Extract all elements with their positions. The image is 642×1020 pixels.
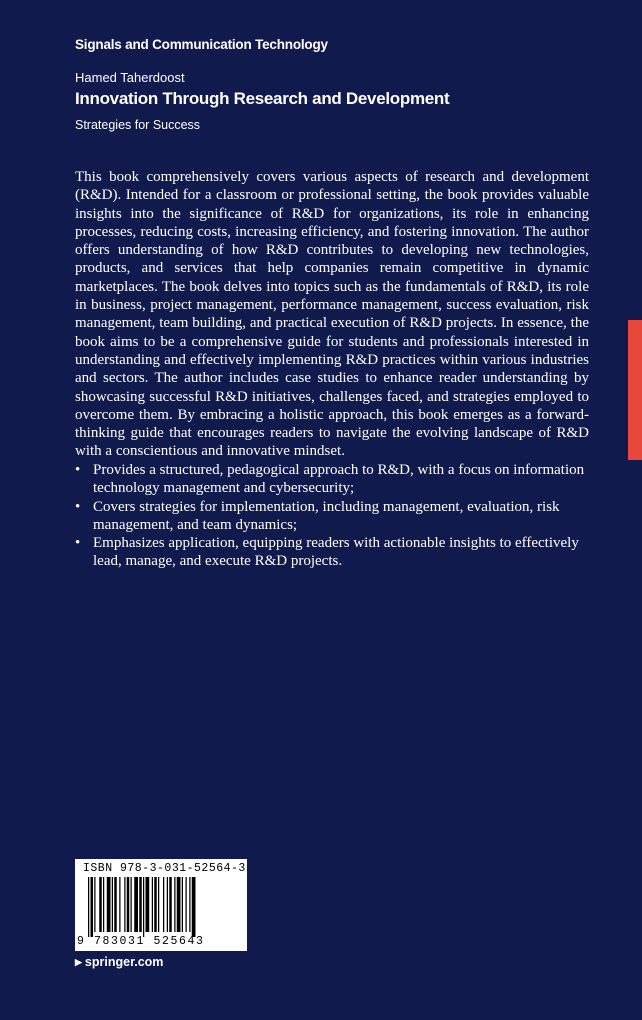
barcode-bar (154, 877, 157, 932)
description-text: This book comprehensively covers various aspects of research and development (R&D). Intended for a classroom or professional setting, the book provides valuable insights into the significance of R&D for organizations, its role in enhancing processes, reducing costs, increasing efficiency, and fostering innovation. The author offers understanding of how R&D contributes to developing new technologies, products, and services that help companies remain competitive in dynamic marketplaces. The book delves into topics such as the fundamentals of R&D, its role in business, project management, performance management, success evaluation, risk management, team building, and practical execution of R&D projects. In essence, the book aims to be a comprehensive guide for students and professionals interested in understanding and effectively implementing R&D practices within various industries and sectors. The author includes case studies to enhance reader understanding by showcasing successful R&D initiatives, challenges faced, and strategies employed to overcome them. By embracing a holistic approach, this book emerges as a forward-thinking guide that encourages readers to navigate the evolving landscape of R&D with a conscientious and innovative mindset. (75, 169, 589, 460)
barcode-bars (88, 877, 238, 937)
barcode-bar (158, 877, 159, 932)
barcode-bar (127, 877, 130, 932)
red-edge-tab (628, 320, 642, 460)
barcode-bar (186, 877, 187, 932)
barcode-bar (139, 877, 142, 932)
isbn-label: ISBN 978-3-031-52564-3 (83, 862, 246, 875)
book-title: Innovation Through Research and Development (75, 89, 450, 108)
barcode-bar (163, 877, 164, 932)
barcode-bar (94, 877, 95, 932)
barcode-bar (103, 877, 104, 932)
author-name: Hamed Taherdoost (75, 70, 185, 85)
barcode-bar (146, 877, 150, 932)
barcode-bar (182, 877, 183, 932)
list-item-text: Provides a structured, pedagogical approach to R&D, with a focus on information technology management and cybersecurity; (93, 462, 585, 497)
book-subtitle: Strategies for Success (75, 118, 201, 132)
list-item (75, 461, 585, 498)
barcode-bar (143, 877, 144, 937)
barcode-bar (192, 877, 196, 937)
barcode-bar (177, 877, 181, 932)
bullet-icon: • (75, 535, 81, 552)
list-item (75, 498, 585, 535)
barcode-bar (174, 877, 175, 932)
barcode-bar (169, 877, 172, 932)
barcode-bar (88, 877, 89, 937)
publisher-link[interactable] (75, 955, 163, 969)
barcode-bar (91, 877, 94, 937)
barcode-bar (124, 877, 125, 932)
barcode-bar (107, 877, 111, 932)
barcode-bar (112, 877, 113, 932)
barcode-bar (131, 877, 132, 932)
barcode-bar (114, 877, 117, 932)
list-item (75, 534, 585, 571)
barcode-bar (189, 877, 190, 932)
list-item-text: Covers strategies for implementation, including management, evaluation, risk management, and team dynamics; (93, 498, 560, 533)
publisher-url: springer.com (84, 955, 164, 969)
ean-digits: 9 783031 525643 (77, 935, 205, 948)
barcode-bar (134, 877, 138, 932)
barcode-bar (99, 877, 102, 932)
series-name: Signals and Communication Technology (75, 37, 328, 52)
bullet-icon: • (75, 462, 81, 478)
barcode (75, 859, 247, 951)
bullet-icon: • (75, 498, 81, 515)
barcode-bar (167, 877, 168, 932)
arrow-right-icon: ▶ (75, 956, 82, 967)
list-item-text: Emphasizes application, equipping readers with actionable insights to effectively lead, manage, and execute R&D projects. (93, 535, 579, 570)
feature-list (75, 461, 585, 571)
barcode-bar (152, 877, 153, 932)
barcode-bar (119, 877, 120, 932)
